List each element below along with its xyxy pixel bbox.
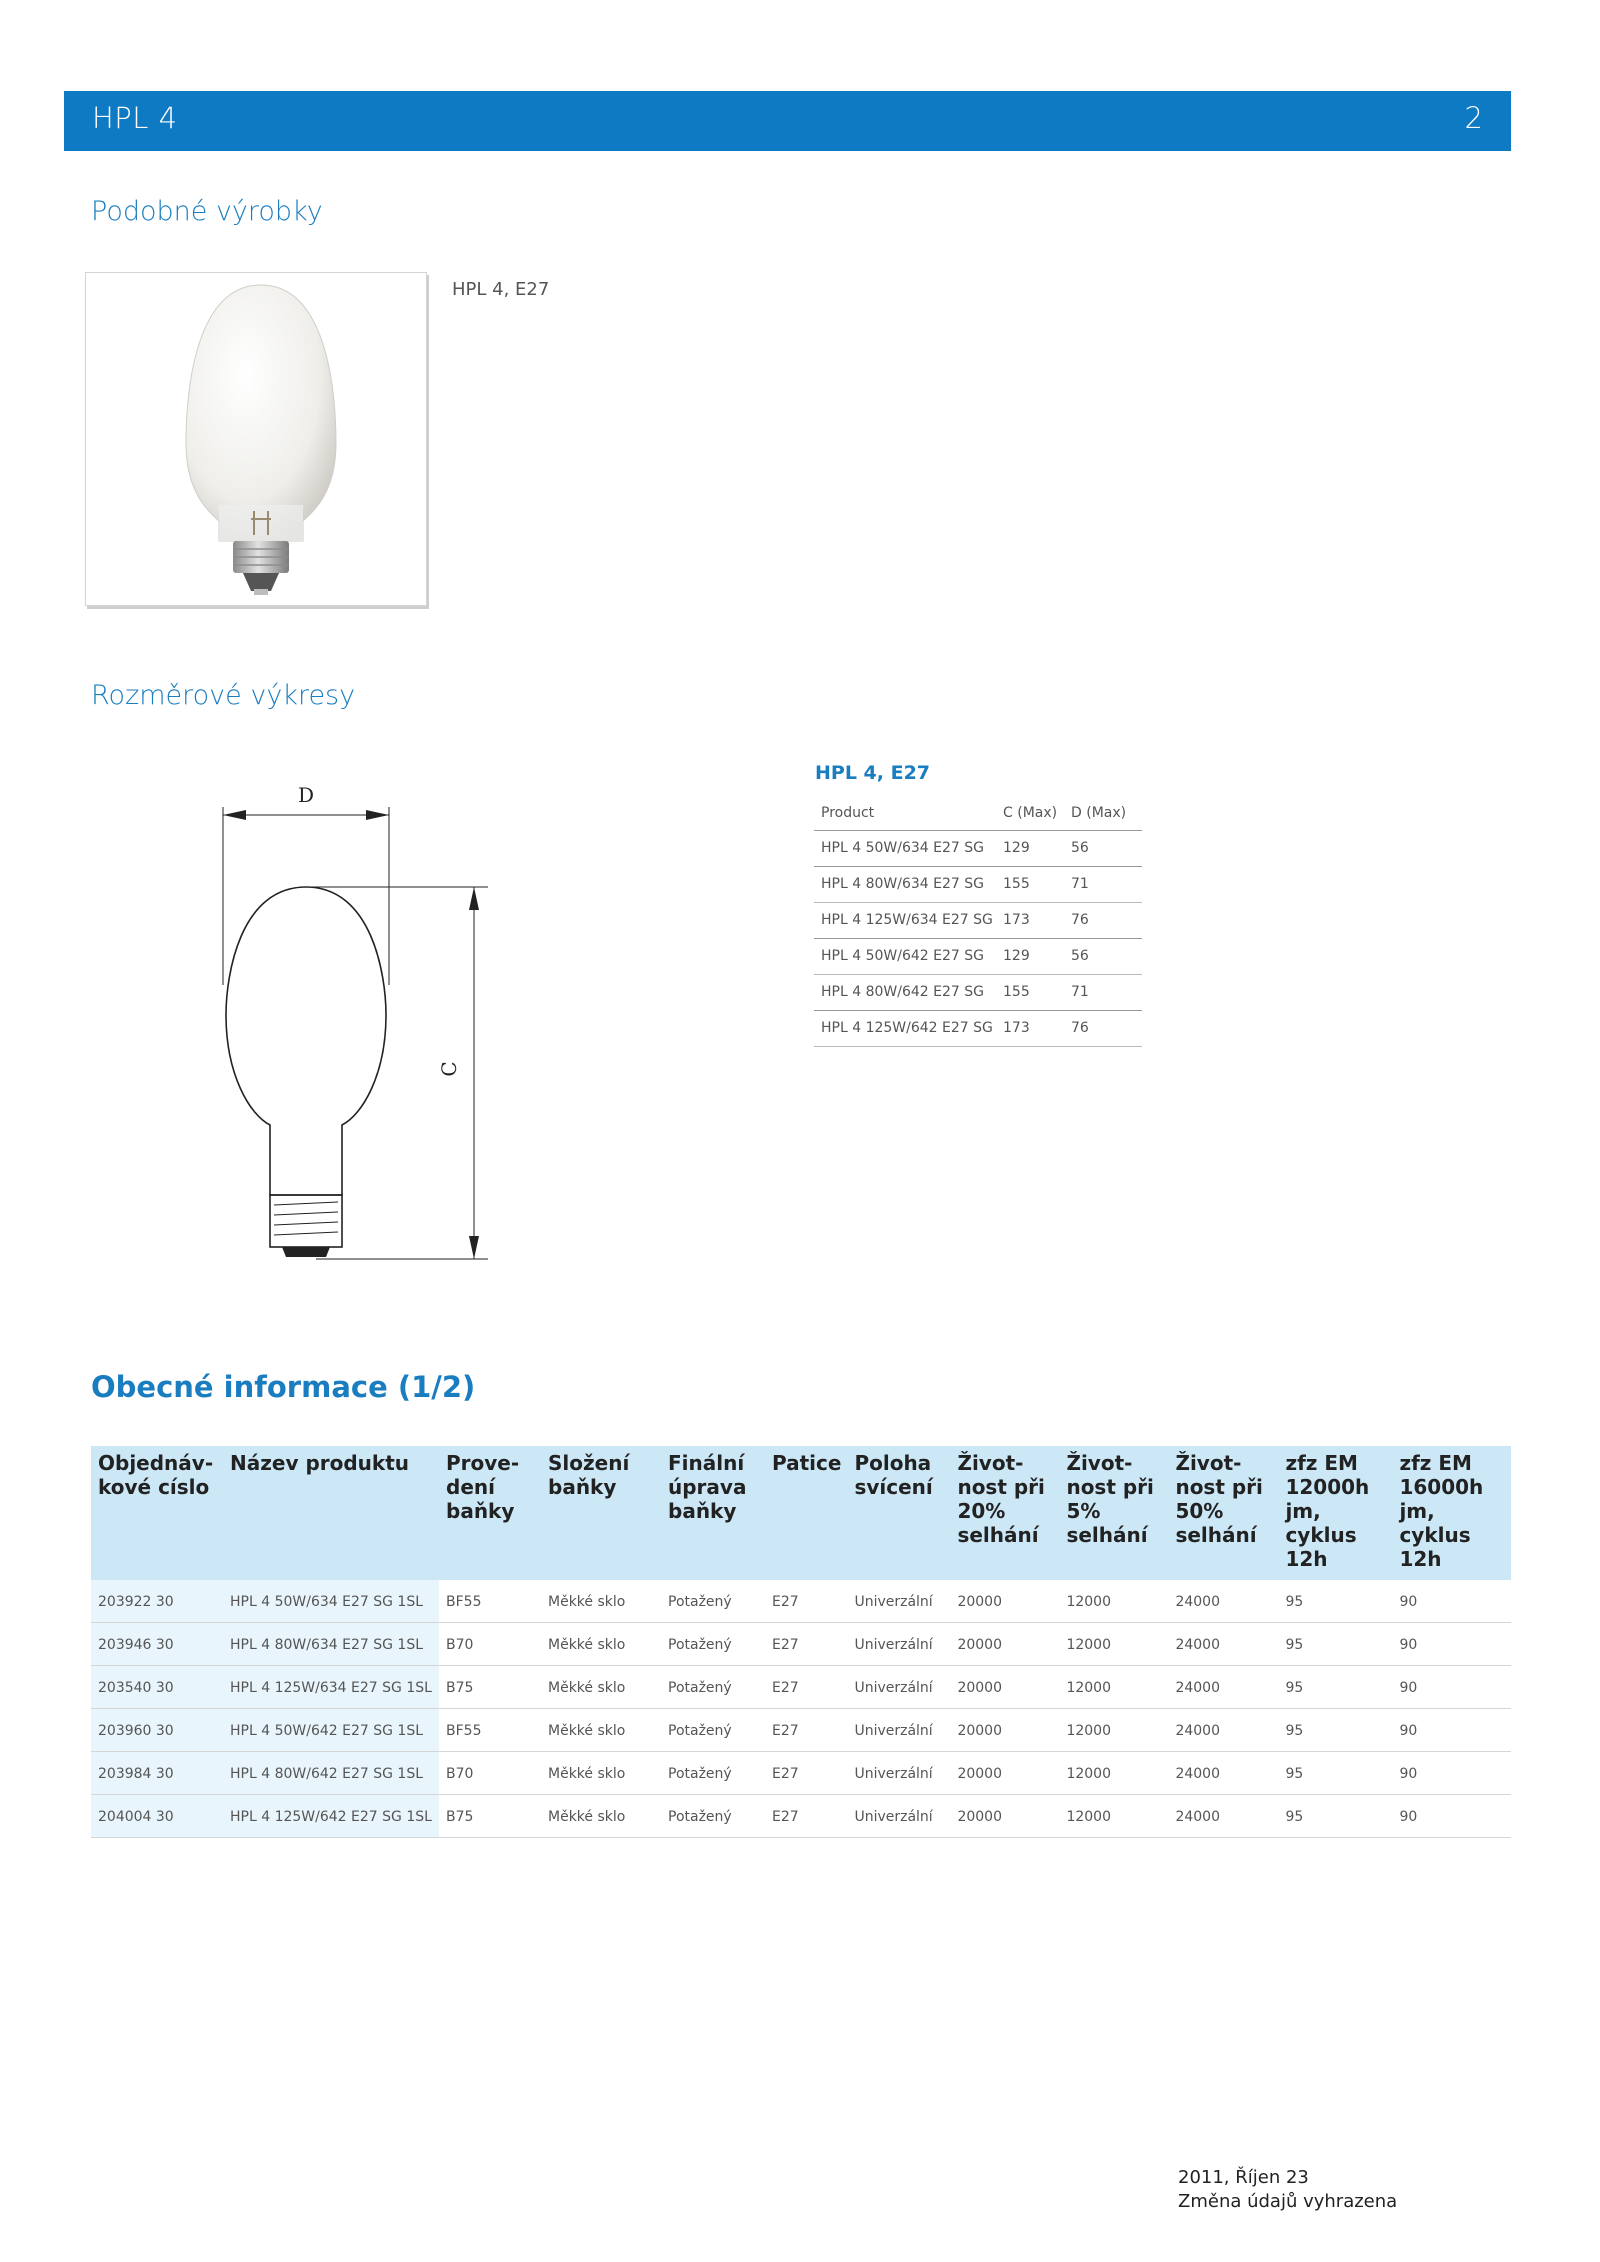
page-number: 2 xyxy=(1464,101,1483,135)
table-cell: Měkké sklo xyxy=(541,1709,661,1752)
table-cell: 76 xyxy=(1064,1010,1142,1046)
table-row xyxy=(814,902,1142,938)
footer-note: Změna údajů vyhrazena xyxy=(1178,2191,1398,2212)
table-row xyxy=(814,866,1142,902)
table-cell: 95 xyxy=(1278,1623,1392,1666)
table-cell: Univerzální xyxy=(847,1709,950,1752)
table-cell: 20000 xyxy=(950,1795,1059,1838)
table-cell: E27 xyxy=(765,1580,847,1623)
table-cell: HPL 4 125W/634 E27 SG xyxy=(814,902,996,938)
table-cell: Měkké sklo xyxy=(541,1795,661,1838)
column-header: Poloha svícení xyxy=(847,1446,950,1580)
column-header: Prove-dení baňky xyxy=(439,1446,541,1580)
column-header: Název produktu xyxy=(223,1446,439,1580)
table-cell: 56 xyxy=(1064,938,1142,974)
table-cell: 24000 xyxy=(1168,1580,1278,1623)
table-cell: 90 xyxy=(1392,1666,1511,1709)
dimension-d-label: D xyxy=(297,783,315,807)
dimension-drawing xyxy=(210,775,510,1279)
lamp-outline-icon xyxy=(210,775,510,1275)
table-cell: 129 xyxy=(996,830,1064,866)
table-cell: Měkké sklo xyxy=(541,1623,661,1666)
table-cell: 24000 xyxy=(1168,1752,1278,1795)
table-cell: Potažený xyxy=(661,1666,765,1709)
table-cell: 204004 30 xyxy=(91,1795,223,1838)
table-cell: BF55 xyxy=(439,1580,541,1623)
dimension-table-header xyxy=(814,796,1142,830)
table-cell: HPL 4 50W/642 E27 SG 1SL xyxy=(223,1709,439,1752)
general-info-table xyxy=(91,1446,1511,1838)
table-cell: B75 xyxy=(439,1666,541,1709)
table-cell: 24000 xyxy=(1168,1709,1278,1752)
table-cell: Univerzální xyxy=(847,1795,950,1838)
table-cell: HPL 4 125W/642 E27 SG 1SL xyxy=(223,1795,439,1838)
page-title: HPL 4 xyxy=(92,101,178,135)
table-cell: 24000 xyxy=(1168,1666,1278,1709)
table-cell: Potažený xyxy=(661,1709,765,1752)
table-cell: 90 xyxy=(1392,1795,1511,1838)
table-cell: 203960 30 xyxy=(91,1709,223,1752)
table-cell: B70 xyxy=(439,1623,541,1666)
dimension-table xyxy=(814,796,1142,1047)
table-cell: 20000 xyxy=(950,1580,1059,1623)
table-cell: BF55 xyxy=(439,1709,541,1752)
table-cell: Univerzální xyxy=(847,1752,950,1795)
column-header: Product xyxy=(814,796,996,830)
table-cell: Univerzální xyxy=(847,1666,950,1709)
drawings-heading: Rozměrové výkresy xyxy=(91,680,356,711)
table-cell: E27 xyxy=(765,1752,847,1795)
table-cell: 71 xyxy=(1064,974,1142,1010)
table-cell: 20000 xyxy=(950,1623,1059,1666)
general-info-heading: Obecné informace (1/2) xyxy=(91,1370,476,1404)
header-bar xyxy=(64,91,1511,151)
table-cell: E27 xyxy=(765,1666,847,1709)
table-cell: 12000 xyxy=(1059,1666,1168,1709)
table-row xyxy=(91,1795,1511,1838)
table-cell: 95 xyxy=(1278,1580,1392,1623)
table-cell: 95 xyxy=(1278,1666,1392,1709)
table-cell: HPL 4 80W/634 E27 SG xyxy=(814,866,996,902)
table-cell: Měkké sklo xyxy=(541,1666,661,1709)
table-cell: 12000 xyxy=(1059,1752,1168,1795)
table-cell: 129 xyxy=(996,938,1064,974)
product-caption: HPL 4, E27 xyxy=(452,279,550,300)
table-row xyxy=(814,830,1142,866)
table-cell: HPL 4 80W/634 E27 SG 1SL xyxy=(223,1623,439,1666)
table-row xyxy=(814,1010,1142,1046)
table-cell: 20000 xyxy=(950,1709,1059,1752)
table-cell: E27 xyxy=(765,1795,847,1838)
table-cell: 12000 xyxy=(1059,1795,1168,1838)
column-header: C (Max) xyxy=(996,796,1064,830)
table-cell: B75 xyxy=(439,1795,541,1838)
table-cell: 203922 30 xyxy=(91,1580,223,1623)
table-cell: 12000 xyxy=(1059,1580,1168,1623)
table-cell: 155 xyxy=(996,974,1064,1010)
table-cell: HPL 4 125W/642 E27 SG xyxy=(814,1010,996,1046)
table-cell: 56 xyxy=(1064,830,1142,866)
table-cell: Potažený xyxy=(661,1623,765,1666)
table-cell: 90 xyxy=(1392,1709,1511,1752)
table-cell: Měkké sklo xyxy=(541,1580,661,1623)
table-cell: 90 xyxy=(1392,1580,1511,1623)
table-row xyxy=(814,974,1142,1010)
table-cell: 90 xyxy=(1392,1623,1511,1666)
table-cell: Univerzální xyxy=(847,1580,950,1623)
general-info-header xyxy=(91,1446,1511,1580)
table-cell: Univerzální xyxy=(847,1623,950,1666)
table-cell: 173 xyxy=(996,1010,1064,1046)
table-cell: HPL 4 50W/634 E27 SG xyxy=(814,830,996,866)
table-cell: 203946 30 xyxy=(91,1623,223,1666)
column-header: zfz EM 12000h jm, cyklus 12h xyxy=(1278,1446,1392,1580)
footer-date: 2011, Říjen 23 xyxy=(1178,2167,1309,2188)
column-header: Finální úprava baňky xyxy=(661,1446,765,1580)
similar-products-heading: Podobné výrobky xyxy=(91,196,323,227)
column-header: Patice xyxy=(765,1446,847,1580)
column-header: Složení baňky xyxy=(541,1446,661,1580)
table-row xyxy=(91,1580,1511,1623)
column-header: D (Max) xyxy=(1064,796,1142,830)
table-cell: Měkké sklo xyxy=(541,1752,661,1795)
table-cell: 24000 xyxy=(1168,1795,1278,1838)
table-cell: 90 xyxy=(1392,1752,1511,1795)
dimension-c-label: C xyxy=(437,1061,461,1077)
table-row xyxy=(814,938,1142,974)
footer xyxy=(1178,2166,1397,2214)
column-header: Život-nost při 20% selhání xyxy=(950,1446,1059,1580)
table-cell: HPL 4 80W/642 E27 SG xyxy=(814,974,996,1010)
table-cell: B70 xyxy=(439,1752,541,1795)
table-cell: 203540 30 xyxy=(91,1666,223,1709)
table-cell: 95 xyxy=(1278,1752,1392,1795)
table-cell: 71 xyxy=(1064,866,1142,902)
column-header: Život-nost při 50% selhání xyxy=(1168,1446,1278,1580)
table-row xyxy=(91,1666,1511,1709)
column-header: zfz EM 16000h jm, cyklus 12h xyxy=(1392,1446,1511,1580)
table-cell: 173 xyxy=(996,902,1064,938)
table-cell: 12000 xyxy=(1059,1709,1168,1752)
table-cell: 24000 xyxy=(1168,1623,1278,1666)
lamp-photo-icon xyxy=(86,273,428,607)
table-cell: 203984 30 xyxy=(91,1752,223,1795)
table-cell: E27 xyxy=(765,1623,847,1666)
dimension-table-title: HPL 4, E27 xyxy=(815,762,931,784)
table-cell: Potažený xyxy=(661,1795,765,1838)
table-cell: 76 xyxy=(1064,902,1142,938)
table-cell: 12000 xyxy=(1059,1623,1168,1666)
table-cell: 20000 xyxy=(950,1752,1059,1795)
table-cell: HPL 4 50W/642 E27 SG xyxy=(814,938,996,974)
column-header: Objednáv-kové císlo xyxy=(91,1446,223,1580)
table-row xyxy=(91,1709,1511,1752)
table-cell: 95 xyxy=(1278,1795,1392,1838)
table-cell: 20000 xyxy=(950,1666,1059,1709)
product-photo xyxy=(85,272,427,606)
table-cell: HPL 4 125W/634 E27 SG 1SL xyxy=(223,1666,439,1709)
table-cell: 155 xyxy=(996,866,1064,902)
column-header: Život-nost při 5% selhání xyxy=(1059,1446,1168,1580)
table-cell: 95 xyxy=(1278,1709,1392,1752)
table-cell: HPL 4 80W/642 E27 SG 1SL xyxy=(223,1752,439,1795)
table-row xyxy=(91,1623,1511,1666)
table-cell: Potažený xyxy=(661,1580,765,1623)
table-cell: E27 xyxy=(765,1709,847,1752)
table-cell: HPL 4 50W/634 E27 SG 1SL xyxy=(223,1580,439,1623)
table-row xyxy=(91,1752,1511,1795)
table-cell: Potažený xyxy=(661,1752,765,1795)
